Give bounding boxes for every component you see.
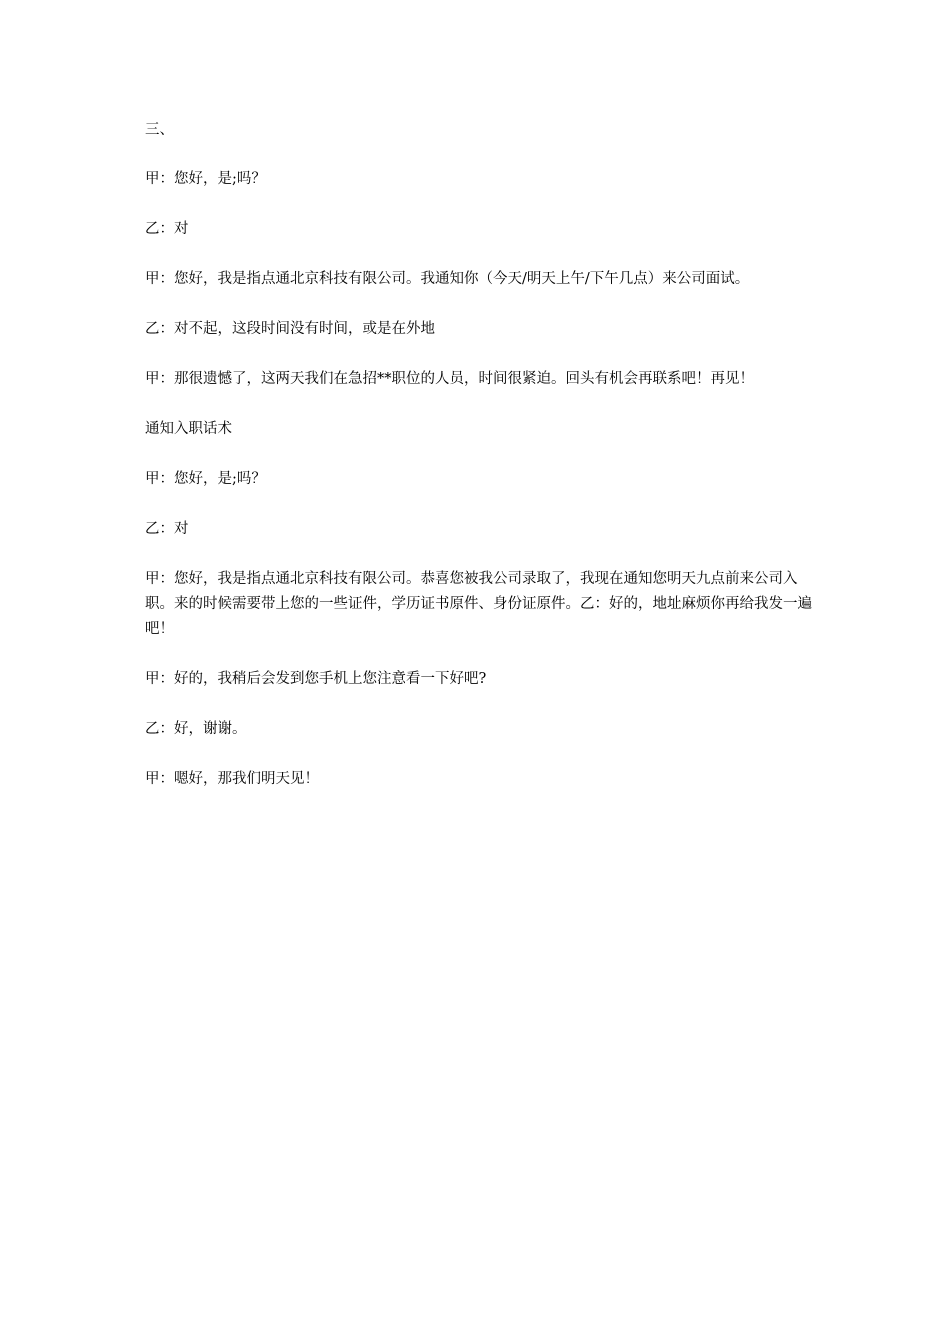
- dialogue-line: 甲：您好，我是指点通北京科技有限公司。恭喜您被我公司录取了，我现在通知您明天九点前来公司入职。来的时候需要带上您的一些证件，学历证书原件、身份证原件。乙：好的，地址麻烦你再给我发一遍吧！: [145, 571, 812, 637]
- section-heading: 通知入职话术: [145, 421, 232, 437]
- dialogue-line: 甲：您好，是;吗？: [145, 171, 266, 187]
- dialogue-line: 乙：好，谢谢。: [145, 721, 247, 737]
- dialogue-line: 乙：对: [145, 521, 189, 537]
- dialogue-line: 甲：那很遗憾了，这两天我们在急招**职位的人员，时间很紧迫。回头有机会再联系吧！再见！: [145, 371, 754, 387]
- dialogue-line: 甲：您好，是;吗？: [145, 471, 266, 487]
- section-number: 三、: [145, 122, 174, 138]
- dialogue-line: 甲：好的，我稍后会发到您手机上您注意看一下好吧?: [145, 671, 487, 687]
- dialogue-line: 乙：对: [145, 221, 189, 237]
- document-body: [145, 118, 820, 817]
- dialogue-line: 甲：嗯好，那我们明天见！: [145, 771, 319, 787]
- dialogue-line: 乙：对不起，这段时间没有时间，或是在外地: [145, 321, 435, 337]
- dialogue-line: 甲：您好，我是指点通北京科技有限公司。我通知你（今天/明天上午/下午几点）来公司面试。: [145, 271, 750, 287]
